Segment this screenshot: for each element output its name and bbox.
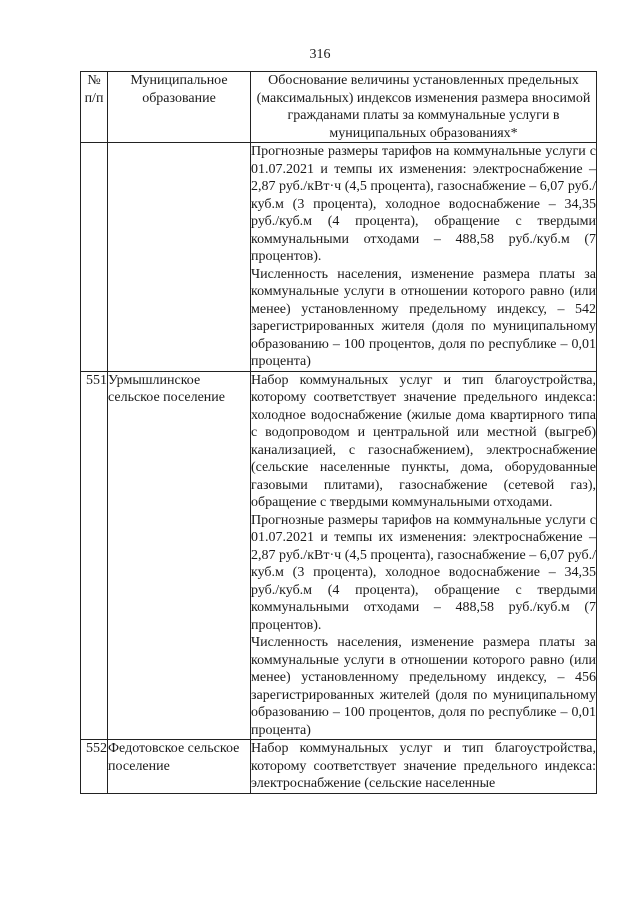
row-municipality: Урмышлинское сельское поселение [108,371,251,740]
table-row [81,143,597,372]
row-paragraph: Численность населения, изменение размера платы за коммунальные услуги в отношении которого равно (или менее) установленному предельному индексу, – 456 зарегистрированных жителей (доля по муниципальному образованию – 100 процентов, доля по республике – 0,01 процента) [251,635,596,738]
table-row [81,740,597,794]
row-justification [251,371,597,740]
row-number: 551 [81,371,108,740]
row-number [81,143,108,372]
row-paragraph: Численность населения, изменение размера платы за коммунальные услуги в отношении которого равно (или менее) установленному предельному индексу, – 542 зарегистрированных жителя (доля по муниципальному образованию – 100 процентов, доля по республике – 0,01 процента) [251,266,596,369]
table-row [81,371,597,740]
row-paragraph: Набор коммунальных услуг и тип благоустройства, которому соответствует значение предельного индекса: холодное водоснабжение (жилые дома квартирного типа с водопроводом и центральной или местной (выгреб) канализацией, с газоснабжением), электроснабжение (сельские населенные пункты, дома, оборудованные газовыми плитами), газоснабжение (сетевой газ), обращение с твердыми коммунальными отходами. [251,372,596,510]
table-header-row [81,72,597,143]
header-justification-label: Обоснование величины установленных предельных (максимальных) индексов изменения размера вносимой гражданами платы за коммунальные услуги в муниципальных образованиях* [256,73,591,141]
row-municipality: Федотовское сельское поселение [108,740,251,794]
row-municipality [108,143,251,372]
row-justification [251,143,597,372]
page-number: 316 [309,47,331,62]
header-municipality-label: Муниципальное образование [130,73,228,106]
row-paragraph: Прогнозные размеры тарифов на коммунальные услуги с 01.07.2021 и темпы их изменения: электроснабжение – 2,87 руб./кВт·ч (4,5 процента), газоснабжение – 6,07 руб./куб.м (3 процента), холодное водоснабжение – 34,35 руб./куб.м (4 процента), обращение с твердыми коммунальными отходами – 488,58 руб./куб.м (7 процентов). [251,144,596,264]
row-justification [251,740,597,794]
header-municipality [108,72,251,143]
row-paragraph: Прогнозные размеры тарифов на коммунальные услуги с 01.07.2021 и темпы их изменения: электроснабжение – 2,87 руб./кВт·ч (4,5 процента), газоснабжение – 6,07 руб./куб.м (3 процента), холодное водоснабжение – 34,35 руб./куб.м (4 процента), обращение с твердыми коммунальными отходами – 488,58 руб./куб.м (7 процентов). [251,512,596,633]
header-number-label: № п/п [84,73,104,106]
tariff-justification-table [80,71,597,794]
row-number: 552 [81,740,108,794]
header-number [81,72,108,143]
header-justification [251,72,597,143]
row-paragraph: Набор коммунальных услуг и тип благоустройства, которому соответствует значение предельного индекса: электроснабжение (сельские населенные [251,741,596,791]
